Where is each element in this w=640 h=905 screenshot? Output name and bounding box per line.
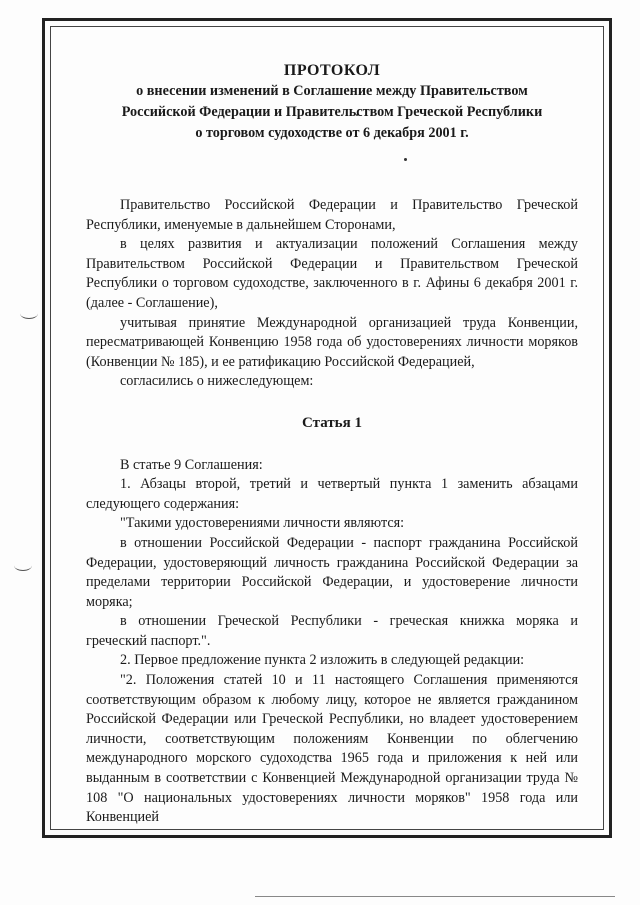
article-paragraph: в отношении Греческой Республики - греческая книжка моряка и греческий паспорт.".: [86, 613, 578, 649]
preamble-paragraph: учитывая принятие Международной организацией труда Конвенции, пересматривающей Конвенцию 1958 года об удостоверениях личности моряков (Конвенции № 185), и ее ратификацию Российской Федерацией,: [86, 314, 578, 370]
article-paragraph: в отношении Российской Федерации - паспорт гражданина Российской Федерации, удостоверяющий личность гражданина Российской Федерации за пределами территории Российской Федерации, и удостоверение личности моряка;: [86, 534, 578, 610]
article-paragraph: "2. Положения статей 10 и 11 настоящего Соглашения применяются соответствующим образом к любому лицу, которое не является гражданином Российской Федерации или Греческой Республики, но владеет удостоверением личности, соответствующим положениям Конвенции по облегчению международного морского судоходства 1965 года и приложения к ней или выданным в соответствии с Конвенцией Международной организации труда № 108 "О национальных удостоверениях личности моряков" 1958 года или Конвенцией: [86, 672, 578, 826]
document-subtitle-line-1: о внесении изменений в Соглашение между Правительством: [136, 83, 528, 99]
document-subtitle-line-2: Российской Федерации и Правительством Греческой Республики: [121, 104, 543, 120]
margin-scan-mark: [14, 560, 32, 571]
document-body: [86, 60, 578, 828]
article-paragraph: 2. Первое предложение пункта 2 изложить в следующей редакции:: [120, 652, 525, 669]
document-subtitle-line-3: о торговом судоходстве от 6 декабря 2001 г.: [195, 125, 469, 141]
article-paragraph: 1. Абзацы второй, третий и четвертый пункта 1 заменить абзацами следующего содержания:: [86, 476, 578, 512]
preamble-paragraph: в целях развития и актуализации положений Соглашения между Правительством Российской Федерации и Правительством Греческой Республики о торговом судоходстве, заключенного в г. Афины 6 декабря 2001 г. (далее - Соглашение),: [86, 236, 578, 311]
document-title: ПРОТОКОЛ: [283, 62, 381, 79]
margin-scan-mark: [20, 308, 38, 319]
article-paragraph: В статье 9 Соглашения:: [120, 456, 263, 473]
preamble-paragraph: Правительство Российской Федерации и Правительство Греческой Республики, именуемые в дальнейшем Сторонами,: [86, 197, 578, 233]
bottom-scan-line: [255, 896, 615, 897]
article-heading: Статья 1: [302, 414, 362, 431]
preamble-paragraph: согласились о нижеследующем:: [120, 373, 314, 390]
article-paragraph: "Такими удостоверениями личности являются:: [120, 515, 405, 532]
